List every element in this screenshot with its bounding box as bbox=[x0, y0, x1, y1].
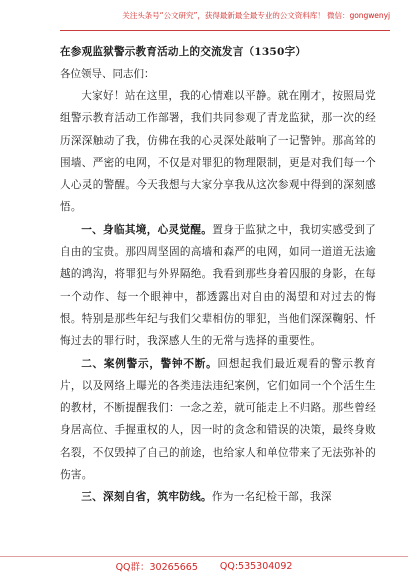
footer bbox=[0, 556, 408, 575]
section-body: 置身于监狱之中，我切实感受到了自由的宝贵。那四周坚固的高墙和森严的电网，如同一道道无法逾越的鸿沟，将罪犯与外界隔绝。我看到那些身着囚服的身影，在每一个动作、每一个眼神中，都透露出对自由的渴望和对过去的悔恨。特别是那些年纪与我们父辈相仿的罪犯，当他们深深鞠躬、忏悔过去的罪行时，我深感人生的无常与选择的重要性。 bbox=[60, 223, 377, 348]
footer-qq-group: QQ群：30265665 bbox=[115, 562, 198, 573]
document-body bbox=[60, 41, 376, 509]
section-paragraph bbox=[60, 353, 376, 487]
section-body: 回想起我们最近观看的警示教育片，以及网络上曝光的各类违法违纪案例，它们如同一个个活生生的教材，不断提醒我们：一念之差，就可能走上不归路。那些曾经身居高位、手握重权的人，因一时的贪念和错误的决策，最终身败名裂，不仅毁掉了自己的前途，也给家人和单位带来了无法弥补的伤害。 bbox=[60, 357, 376, 482]
intro-paragraph: 大家好！站在这里，我的心情难以平静。就在刚才，按照局党组警示教育活动工作部署，我们共同参观了青龙监狱，那一次的经历深深触动了我，仿佛在我的心灵深处敲响了一记警钟。那高耸的围墙、严密的电网，不仅是对罪犯的物理限制，更是对我们每一个人心灵的警醒。今天我想与大家分享我从这次参观中得到的深刻感悟。 bbox=[60, 90, 376, 214]
salutation: 各位领导、同志们： bbox=[60, 68, 155, 80]
section-paragraph bbox=[60, 486, 376, 508]
section-body: 作为一名纪检干部，我深 bbox=[211, 491, 332, 504]
document-title: 在参观监狱警示教育活动上的交流发言（1350字） bbox=[60, 46, 307, 58]
section-heading: 一、身临其境，心灵觉醒。 bbox=[81, 223, 213, 236]
section-heading: 三、深刻自省，筑牢防线。 bbox=[81, 491, 212, 504]
section-paragraph bbox=[60, 219, 376, 353]
header-promo-text: 关注头条号“公文研究”，获得最新最全最专业的公文资料库！ 微信：gongwenyj bbox=[122, 10, 390, 20]
header-banner bbox=[60, 0, 390, 31]
footer-qq: QQ:535304092 bbox=[219, 560, 293, 572]
section-heading: 二、案例警示，警钟不断。 bbox=[81, 357, 218, 370]
